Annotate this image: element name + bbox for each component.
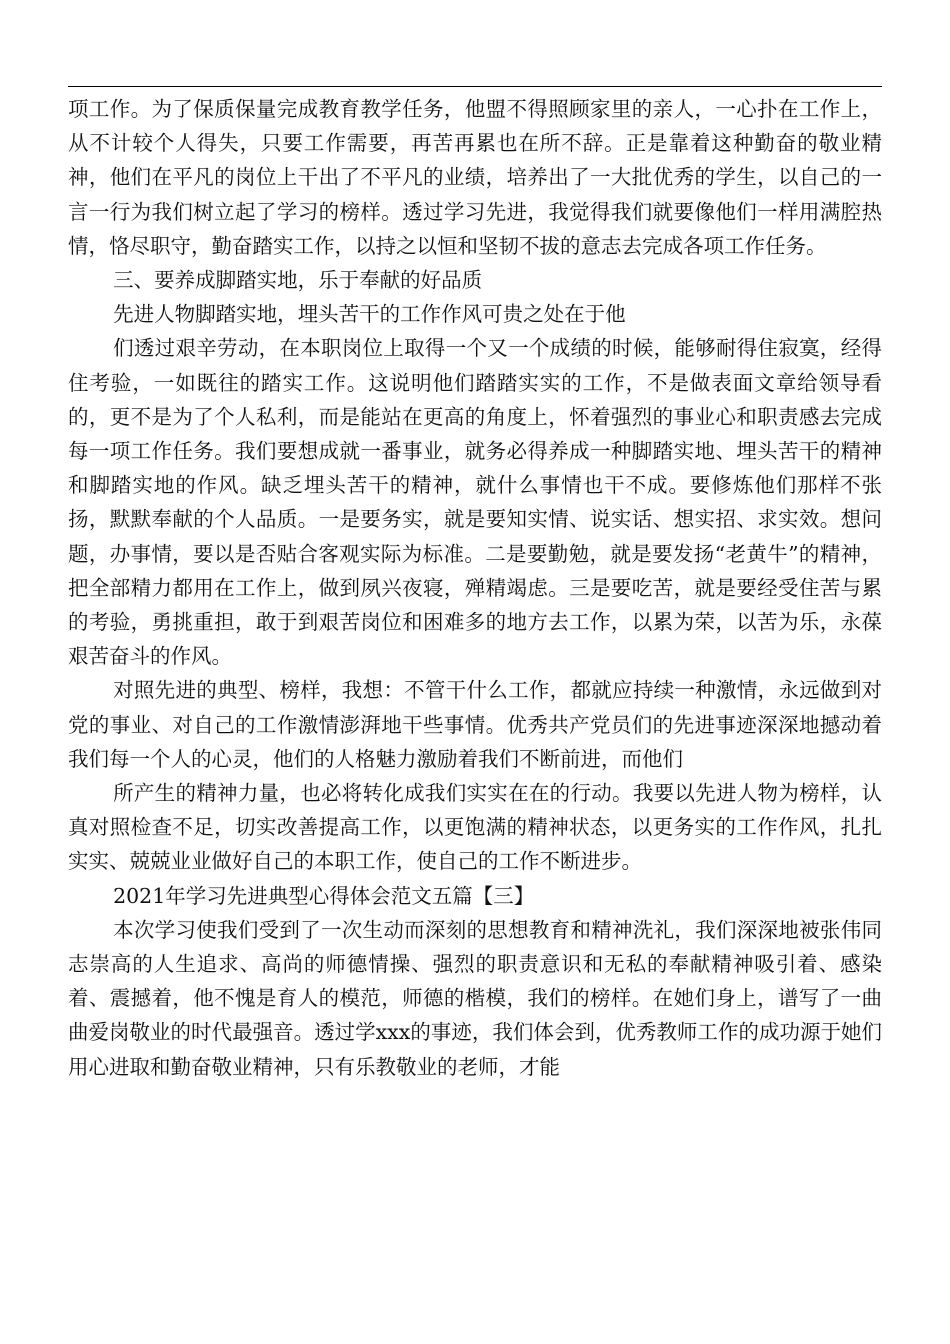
paragraph: 对照先进的典型、榜样，我想：不管干什么工作，都就应持续一种激情，永远做到对党的事业、对自己的工作激情澎湃地干些事情。优秀共产党员们的先进事迹深深地撼动着我们每一个人的心灵，他们的人格魅力激励着我们不断前进，而他们: [68, 678, 882, 771]
paragraph-continuation: 项工作。为了保质保量完成教育教学任务，他盟不得照顾家里的亲人，一心扑在工作上，从不计较个人得失，只要工作需要，再苦再累也在所不辞。正是靠着这种勤奋的敬业精神，他们在平凡的岗位上干出了不平凡的业绩，培养出了一大批优秀的学生，以自己的一言一行为我们树立起了学习的榜样。透过学习先进，我觉得我们就要像他们一样用满腔热情，恪尽职守，勤奋踏实工作，以持之以恒和坚韧不拔的意志去完成各项工作任务。: [68, 97, 882, 258]
document-page: [68, 0, 882, 1344]
paragraph: 本次学习使我们受到了一次生动而深刻的思想教育和精神洗礼，我们深深地被张伟同志崇高的人生追求、高尚的师德情操、强烈的职责意识和无私的奉献精神吸引着、感染着、震撼着，他不愧是育人的模范，师德的楷模，我们的榜样。在她们身上，谱写了一曲曲爱岗敬业的时代最强音。透过学xxx的事迹，我们体会到，优秀教师工作的成功源于她们用心进取和勤奋敬业精神，只有乐教敬业的老师，才能: [68, 917, 882, 1079]
section-heading-three: 三、要养成脚踏实地，乐于奉献的好品质: [113, 268, 483, 293]
paragraph: 所产生的精神力量，也必将转化成我们实实在在的行动。我要以先进人物为榜样，认真对照检查不足，切实改善提高工作，以更饱满的精神状态，以更务实的工作作风，扎扎实实、兢兢业业做好自己的本职工作，使自己的工作不断进步。: [68, 781, 882, 874]
paragraph: 们透过艰辛劳动，在本职岗位上取得一个又一个成绩的时候，能够耐得住寂寞，经得住考验，一如既往的踏实工作。这说明他们踏踏实实的工作，不是做表面文章给领导看的，更不是为了个人私利，而是能站在更高的角度上，怀着强烈的事业心和职责感去完成每一项工作任务。我们要想成就一番事业，就务必得养成一种脚踏实地、埋头苦干的精神和脚踏实地的作风。缺乏埋头苦干的精神，就什么事情也干不成。要修炼他们那样不张扬，默默奉献的个人品质。一是要务实，就是要知实情、说实话、想实招、求实效。想问题，办事情，要以是否贴合客观实际为标准。二是要勤勉，就是要发扬“老黄牛”的精神，把全部精力都用在工作上，做到夙兴夜寝，殚精竭虑。三是要吃苦，就是要经受住苦与累的考验，勇挑重担，敢于到艰苦岗位和困难多的地方去工作，以累为荣，以苦为乐，永葆艰苦奋斗的作风。: [68, 336, 882, 669]
article-heading: 2021年学习先进典型心得体会范文五篇【三】: [113, 883, 535, 908]
header-rule: [68, 86, 882, 87]
paragraph: 先进人物脚踏实地，埋头苦干的工作作风可贵之处在于他: [113, 302, 626, 327]
document-body: [68, 92, 882, 1084]
